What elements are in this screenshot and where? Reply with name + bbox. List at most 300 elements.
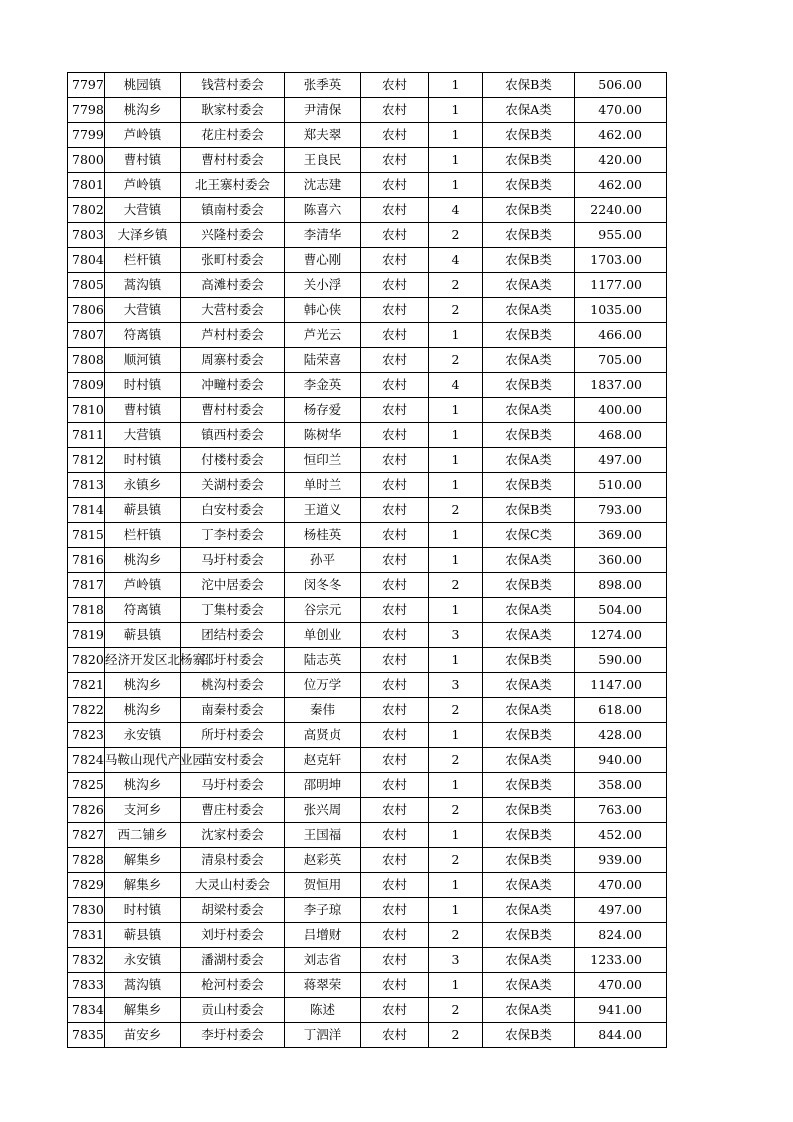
cell-serial-number: 7818 xyxy=(68,598,105,623)
cell-household-count: 1 xyxy=(429,448,483,473)
cell-name: 恒印兰 xyxy=(285,448,361,473)
table-row xyxy=(68,973,667,998)
cell-household-count: 1 xyxy=(429,773,483,798)
cell-town: 蕲县镇 xyxy=(105,623,181,648)
table-row xyxy=(68,148,667,173)
cell-village-committee: 周寨村委会 xyxy=(181,348,285,373)
cell-village-committee: 芦村村委会 xyxy=(181,323,285,348)
cell-insurance-category: 农保A类 xyxy=(483,873,575,898)
cell-residence-type: 农村 xyxy=(361,498,429,523)
cell-household-count: 2 xyxy=(429,573,483,598)
cell-insurance-category: 农保B类 xyxy=(483,573,575,598)
cell-name: 沈志建 xyxy=(285,173,361,198)
cell-town: 桃沟乡 xyxy=(105,673,181,698)
table-row xyxy=(68,598,667,623)
cell-serial-number: 7810 xyxy=(68,398,105,423)
table-row xyxy=(68,673,667,698)
cell-amount: 793.00 xyxy=(575,498,667,523)
cell-serial-number: 7829 xyxy=(68,873,105,898)
cell-town: 曹村镇 xyxy=(105,398,181,423)
table-row xyxy=(68,448,667,473)
cell-residence-type: 农村 xyxy=(361,673,429,698)
cell-serial-number: 7798 xyxy=(68,98,105,123)
cell-household-count: 2 xyxy=(429,698,483,723)
cell-town: 解集乡 xyxy=(105,873,181,898)
cell-household-count: 1 xyxy=(429,523,483,548)
cell-village-committee: 冲疃村委会 xyxy=(181,373,285,398)
cell-serial-number: 7813 xyxy=(68,473,105,498)
cell-serial-number: 7820 xyxy=(68,648,105,673)
cell-residence-type: 农村 xyxy=(361,648,429,673)
cell-residence-type: 农村 xyxy=(361,323,429,348)
cell-household-count: 3 xyxy=(429,623,483,648)
cell-village-committee: 清泉村委会 xyxy=(181,848,285,873)
cell-name: 单创业 xyxy=(285,623,361,648)
cell-village-committee: 大灵山村委会 xyxy=(181,873,285,898)
cell-household-count: 1 xyxy=(429,98,483,123)
cell-amount: 1837.00 xyxy=(575,373,667,398)
cell-village-committee: 贡山村委会 xyxy=(181,998,285,1023)
cell-residence-type: 农村 xyxy=(361,373,429,398)
cell-village-committee: 李圩村委会 xyxy=(181,1023,285,1048)
cell-household-count: 1 xyxy=(429,173,483,198)
table-row xyxy=(68,648,667,673)
cell-residence-type: 农村 xyxy=(361,298,429,323)
cell-name: 位万学 xyxy=(285,673,361,698)
cell-name: 王道义 xyxy=(285,498,361,523)
cell-insurance-category: 农保B类 xyxy=(483,723,575,748)
table-row xyxy=(68,398,667,423)
cell-household-count: 1 xyxy=(429,423,483,448)
cell-residence-type: 农村 xyxy=(361,248,429,273)
cell-insurance-category: 农保B类 xyxy=(483,498,575,523)
cell-village-committee: 镇南村委会 xyxy=(181,198,285,223)
cell-household-count: 4 xyxy=(429,248,483,273)
table-row xyxy=(68,523,667,548)
cell-name: 韩心侠 xyxy=(285,298,361,323)
cell-village-committee: 大营村委会 xyxy=(181,298,285,323)
cell-household-count: 1 xyxy=(429,973,483,998)
cell-town: 符离镇 xyxy=(105,323,181,348)
cell-town: 西二铺乡 xyxy=(105,823,181,848)
cell-serial-number: 7823 xyxy=(68,723,105,748)
cell-town: 蒿沟镇 xyxy=(105,273,181,298)
cell-name: 芦光云 xyxy=(285,323,361,348)
cell-village-committee: 潘湖村委会 xyxy=(181,948,285,973)
cell-insurance-category: 农保A类 xyxy=(483,623,575,648)
cell-serial-number: 7835 xyxy=(68,1023,105,1048)
cell-residence-type: 农村 xyxy=(361,123,429,148)
cell-amount: 1703.00 xyxy=(575,248,667,273)
cell-name: 刘志省 xyxy=(285,948,361,973)
cell-serial-number: 7803 xyxy=(68,223,105,248)
cell-amount: 428.00 xyxy=(575,723,667,748)
table-row xyxy=(68,823,667,848)
cell-amount: 462.00 xyxy=(575,173,667,198)
cell-village-committee: 马圩村委会 xyxy=(181,773,285,798)
cell-insurance-category: 农保B类 xyxy=(483,223,575,248)
cell-village-committee: 高滩村委会 xyxy=(181,273,285,298)
cell-residence-type: 农村 xyxy=(361,1023,429,1048)
cell-serial-number: 7807 xyxy=(68,323,105,348)
cell-household-count: 1 xyxy=(429,148,483,173)
cell-residence-type: 农村 xyxy=(361,873,429,898)
cell-residence-type: 农村 xyxy=(361,448,429,473)
cell-name: 孙平 xyxy=(285,548,361,573)
table-row xyxy=(68,773,667,798)
cell-town: 大营镇 xyxy=(105,198,181,223)
cell-serial-number: 7824 xyxy=(68,748,105,773)
cell-amount: 1035.00 xyxy=(575,298,667,323)
cell-residence-type: 农村 xyxy=(361,398,429,423)
cell-serial-number: 7805 xyxy=(68,273,105,298)
cell-serial-number: 7821 xyxy=(68,673,105,698)
cell-village-committee: 镇西村委会 xyxy=(181,423,285,448)
cell-name: 张兴周 xyxy=(285,798,361,823)
table-body xyxy=(68,73,667,1048)
cell-village-committee: 所圩村委会 xyxy=(181,723,285,748)
table-row xyxy=(68,923,667,948)
table-row xyxy=(68,198,667,223)
cell-residence-type: 农村 xyxy=(361,798,429,823)
cell-amount: 506.00 xyxy=(575,73,667,98)
cell-amount: 470.00 xyxy=(575,98,667,123)
cell-village-committee: 沱中居委会 xyxy=(181,573,285,598)
cell-amount: 420.00 xyxy=(575,148,667,173)
cell-name: 单时兰 xyxy=(285,473,361,498)
cell-name: 蒋翠荣 xyxy=(285,973,361,998)
cell-serial-number: 7827 xyxy=(68,823,105,848)
cell-amount: 470.00 xyxy=(575,973,667,998)
cell-amount: 400.00 xyxy=(575,398,667,423)
cell-insurance-category: 农保B类 xyxy=(483,773,575,798)
cell-insurance-category: 农保B类 xyxy=(483,423,575,448)
cell-town: 时村镇 xyxy=(105,448,181,473)
cell-town: 桃沟乡 xyxy=(105,548,181,573)
cell-amount: 470.00 xyxy=(575,873,667,898)
table-row xyxy=(68,623,667,648)
cell-name: 陈喜六 xyxy=(285,198,361,223)
cell-residence-type: 农村 xyxy=(361,548,429,573)
cell-residence-type: 农村 xyxy=(361,573,429,598)
cell-village-committee: 团结村委会 xyxy=(181,623,285,648)
cell-household-count: 1 xyxy=(429,398,483,423)
cell-serial-number: 7832 xyxy=(68,948,105,973)
cell-insurance-category: 农保B类 xyxy=(483,798,575,823)
cell-town: 顺河镇 xyxy=(105,348,181,373)
cell-serial-number: 7826 xyxy=(68,798,105,823)
cell-household-count: 2 xyxy=(429,798,483,823)
cell-residence-type: 农村 xyxy=(361,423,429,448)
table-row xyxy=(68,298,667,323)
cell-household-count: 3 xyxy=(429,673,483,698)
cell-household-count: 4 xyxy=(429,373,483,398)
cell-serial-number: 7802 xyxy=(68,198,105,223)
cell-name: 邵明坤 xyxy=(285,773,361,798)
cell-insurance-category: 农保A类 xyxy=(483,673,575,698)
cell-name: 曹心刚 xyxy=(285,248,361,273)
cell-name: 张季英 xyxy=(285,73,361,98)
table-row xyxy=(68,873,667,898)
cell-town: 解集乡 xyxy=(105,998,181,1023)
table-row xyxy=(68,748,667,773)
cell-name: 郑夫翠 xyxy=(285,123,361,148)
table-row xyxy=(68,223,667,248)
cell-amount: 358.00 xyxy=(575,773,667,798)
cell-name: 关小浮 xyxy=(285,273,361,298)
cell-town: 永安镇 xyxy=(105,723,181,748)
cell-town: 蒿沟镇 xyxy=(105,973,181,998)
cell-amount: 763.00 xyxy=(575,798,667,823)
cell-residence-type: 农村 xyxy=(361,473,429,498)
cell-residence-type: 农村 xyxy=(361,948,429,973)
cell-amount: 497.00 xyxy=(575,898,667,923)
cell-name: 李金英 xyxy=(285,373,361,398)
cell-insurance-category: 农保A类 xyxy=(483,298,575,323)
cell-household-count: 2 xyxy=(429,1023,483,1048)
cell-serial-number: 7822 xyxy=(68,698,105,723)
cell-name: 吕增财 xyxy=(285,923,361,948)
cell-town: 时村镇 xyxy=(105,898,181,923)
cell-amount: 940.00 xyxy=(575,748,667,773)
cell-serial-number: 7809 xyxy=(68,373,105,398)
cell-household-count: 2 xyxy=(429,348,483,373)
cell-insurance-category: 农保A类 xyxy=(483,548,575,573)
cell-village-committee: 枪河村委会 xyxy=(181,973,285,998)
cell-residence-type: 农村 xyxy=(361,73,429,98)
cell-residence-type: 农村 xyxy=(361,848,429,873)
cell-residence-type: 农村 xyxy=(361,748,429,773)
cell-serial-number: 7819 xyxy=(68,623,105,648)
cell-amount: 618.00 xyxy=(575,698,667,723)
cell-amount: 360.00 xyxy=(575,548,667,573)
cell-household-count: 1 xyxy=(429,873,483,898)
cell-town: 蕲县镇 xyxy=(105,923,181,948)
cell-serial-number: 7817 xyxy=(68,573,105,598)
cell-insurance-category: 农保A类 xyxy=(483,598,575,623)
cell-serial-number: 7833 xyxy=(68,973,105,998)
cell-name: 赵彩英 xyxy=(285,848,361,873)
cell-amount: 844.00 xyxy=(575,1023,667,1048)
cell-insurance-category: 农保A类 xyxy=(483,348,575,373)
cell-serial-number: 7808 xyxy=(68,348,105,373)
cell-serial-number: 7812 xyxy=(68,448,105,473)
cell-insurance-category: 农保C类 xyxy=(483,523,575,548)
cell-insurance-category: 农保B类 xyxy=(483,848,575,873)
cell-residence-type: 农村 xyxy=(361,523,429,548)
cell-village-committee: 兴隆村委会 xyxy=(181,223,285,248)
cell-name: 谷宗元 xyxy=(285,598,361,623)
table-row xyxy=(68,548,667,573)
cell-town: 桃沟乡 xyxy=(105,98,181,123)
cell-insurance-category: 农保B类 xyxy=(483,373,575,398)
table-row xyxy=(68,573,667,598)
cell-village-committee: 丁李村委会 xyxy=(181,523,285,548)
table-row xyxy=(68,173,667,198)
cell-insurance-category: 农保B类 xyxy=(483,123,575,148)
table-row xyxy=(68,698,667,723)
cell-household-count: 1 xyxy=(429,648,483,673)
cell-amount: 1147.00 xyxy=(575,673,667,698)
cell-name: 陆志英 xyxy=(285,648,361,673)
cell-insurance-category: 农保B类 xyxy=(483,323,575,348)
cell-residence-type: 农村 xyxy=(361,98,429,123)
cell-amount: 2240.00 xyxy=(575,198,667,223)
cell-household-count: 1 xyxy=(429,898,483,923)
table-row xyxy=(68,98,667,123)
cell-household-count: 1 xyxy=(429,473,483,498)
cell-residence-type: 农村 xyxy=(361,898,429,923)
cell-town: 时村镇 xyxy=(105,373,181,398)
table-row xyxy=(68,373,667,398)
cell-residence-type: 农村 xyxy=(361,973,429,998)
cell-village-committee: 丁集村委会 xyxy=(181,598,285,623)
cell-village-committee: 马圩村委会 xyxy=(181,548,285,573)
cell-town: 栏杆镇 xyxy=(105,248,181,273)
cell-amount: 898.00 xyxy=(575,573,667,598)
cell-amount: 1233.00 xyxy=(575,948,667,973)
cell-amount: 590.00 xyxy=(575,648,667,673)
cell-household-count: 2 xyxy=(429,223,483,248)
cell-household-count: 2 xyxy=(429,498,483,523)
table-row xyxy=(68,473,667,498)
cell-name: 尹清保 xyxy=(285,98,361,123)
cell-town: 芦岭镇 xyxy=(105,173,181,198)
cell-household-count: 3 xyxy=(429,948,483,973)
cell-amount: 1274.00 xyxy=(575,623,667,648)
cell-residence-type: 农村 xyxy=(361,348,429,373)
table-row xyxy=(68,423,667,448)
table-row xyxy=(68,848,667,873)
cell-residence-type: 农村 xyxy=(361,273,429,298)
cell-insurance-category: 农保B类 xyxy=(483,823,575,848)
cell-village-committee: 胡梁村委会 xyxy=(181,898,285,923)
cell-household-count: 1 xyxy=(429,823,483,848)
table-row xyxy=(68,498,667,523)
cell-residence-type: 农村 xyxy=(361,923,429,948)
cell-serial-number: 7800 xyxy=(68,148,105,173)
cell-town: 栏杆镇 xyxy=(105,523,181,548)
table-row xyxy=(68,948,667,973)
cell-residence-type: 农村 xyxy=(361,173,429,198)
cell-village-committee: 耿家村委会 xyxy=(181,98,285,123)
cell-household-count: 1 xyxy=(429,598,483,623)
cell-name: 秦伟 xyxy=(285,698,361,723)
cell-household-count: 1 xyxy=(429,73,483,98)
cell-household-count: 2 xyxy=(429,923,483,948)
cell-town: 支河乡 xyxy=(105,798,181,823)
cell-serial-number: 7828 xyxy=(68,848,105,873)
cell-amount: 504.00 xyxy=(575,598,667,623)
cell-name: 李清华 xyxy=(285,223,361,248)
cell-village-committee: 付楼村委会 xyxy=(181,448,285,473)
table-row xyxy=(68,273,667,298)
cell-amount: 452.00 xyxy=(575,823,667,848)
cell-serial-number: 7797 xyxy=(68,73,105,98)
cell-amount: 955.00 xyxy=(575,223,667,248)
cell-insurance-category: 农保A类 xyxy=(483,698,575,723)
cell-town: 芦岭镇 xyxy=(105,123,181,148)
cell-insurance-category: 农保B类 xyxy=(483,173,575,198)
cell-residence-type: 农村 xyxy=(361,773,429,798)
table-row xyxy=(68,798,667,823)
cell-village-committee: 邵圩村委会 xyxy=(181,648,285,673)
cell-serial-number: 7815 xyxy=(68,523,105,548)
table-row xyxy=(68,323,667,348)
cell-name: 陈树华 xyxy=(285,423,361,448)
cell-amount: 705.00 xyxy=(575,348,667,373)
cell-town: 马鞍山现代产业园 xyxy=(105,748,181,773)
cell-insurance-category: 农保B类 xyxy=(483,248,575,273)
cell-town: 经济开发区北杨寨 xyxy=(105,648,181,673)
cell-village-committee: 花庄村委会 xyxy=(181,123,285,148)
table-row xyxy=(68,998,667,1023)
cell-insurance-category: 农保A类 xyxy=(483,273,575,298)
cell-serial-number: 7799 xyxy=(68,123,105,148)
table-row xyxy=(68,723,667,748)
table-row xyxy=(68,73,667,98)
cell-serial-number: 7804 xyxy=(68,248,105,273)
cell-serial-number: 7816 xyxy=(68,548,105,573)
cell-village-committee: 关湖村委会 xyxy=(181,473,285,498)
cell-household-count: 1 xyxy=(429,323,483,348)
cell-insurance-category: 农保B类 xyxy=(483,923,575,948)
cell-amount: 462.00 xyxy=(575,123,667,148)
cell-household-count: 2 xyxy=(429,273,483,298)
cell-name: 赵克轩 xyxy=(285,748,361,773)
data-table xyxy=(67,72,667,1048)
cell-insurance-category: 农保A类 xyxy=(483,898,575,923)
cell-serial-number: 7806 xyxy=(68,298,105,323)
cell-insurance-category: 农保A类 xyxy=(483,973,575,998)
cell-serial-number: 7831 xyxy=(68,923,105,948)
table-row xyxy=(68,123,667,148)
cell-household-count: 2 xyxy=(429,298,483,323)
cell-household-count: 1 xyxy=(429,548,483,573)
cell-amount: 466.00 xyxy=(575,323,667,348)
cell-village-committee: 白安村委会 xyxy=(181,498,285,523)
cell-serial-number: 7834 xyxy=(68,998,105,1023)
cell-village-committee: 南秦村委会 xyxy=(181,698,285,723)
cell-town: 芦岭镇 xyxy=(105,573,181,598)
cell-insurance-category: 农保B类 xyxy=(483,1023,575,1048)
cell-name: 高贤贞 xyxy=(285,723,361,748)
cell-village-committee: 钱营村委会 xyxy=(181,73,285,98)
cell-town: 蕲县镇 xyxy=(105,498,181,523)
cell-residence-type: 农村 xyxy=(361,198,429,223)
cell-village-committee: 沈家村委会 xyxy=(181,823,285,848)
table-row xyxy=(68,348,667,373)
cell-insurance-category: 农保A类 xyxy=(483,448,575,473)
table-row xyxy=(68,898,667,923)
cell-town: 大营镇 xyxy=(105,298,181,323)
cell-town: 解集乡 xyxy=(105,848,181,873)
cell-residence-type: 农村 xyxy=(361,148,429,173)
cell-household-count: 2 xyxy=(429,848,483,873)
cell-residence-type: 农村 xyxy=(361,823,429,848)
cell-town: 桃园镇 xyxy=(105,73,181,98)
cell-town: 苗安乡 xyxy=(105,1023,181,1048)
cell-insurance-category: 农保B类 xyxy=(483,473,575,498)
cell-town: 大营镇 xyxy=(105,423,181,448)
cell-name: 陈述 xyxy=(285,998,361,1023)
cell-insurance-category: 农保B类 xyxy=(483,648,575,673)
cell-town: 大泽乡镇 xyxy=(105,223,181,248)
cell-village-committee: 曹村村委会 xyxy=(181,148,285,173)
cell-household-count: 4 xyxy=(429,198,483,223)
cell-village-committee: 桃沟村委会 xyxy=(181,673,285,698)
cell-village-committee: 张町村委会 xyxy=(181,248,285,273)
